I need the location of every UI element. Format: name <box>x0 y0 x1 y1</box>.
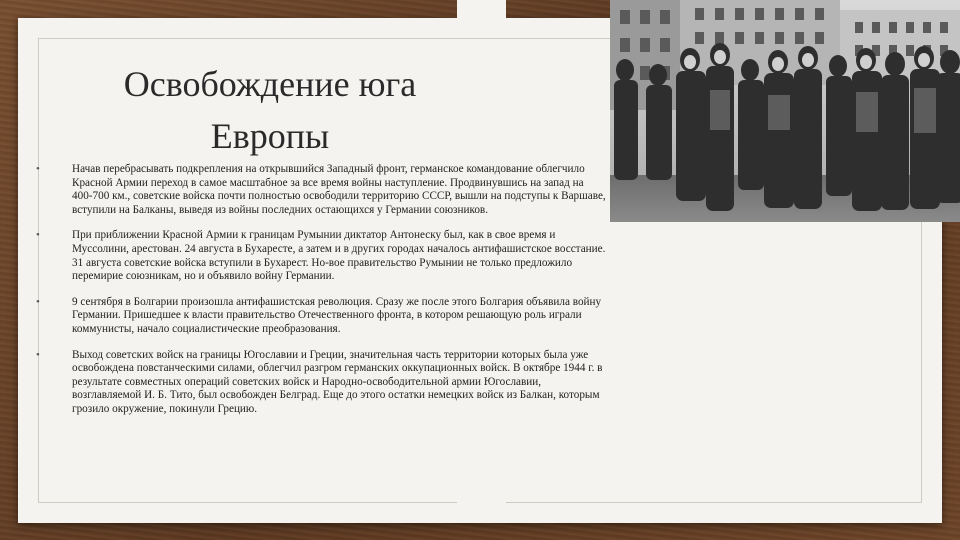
bullet-marker: • <box>36 229 40 242</box>
bullet-marker: • <box>36 348 40 361</box>
photo-image <box>610 0 960 222</box>
frame-tab-top <box>457 0 506 18</box>
bullet-text: 9 сентября в Болгарии произошла антифашистская революция. Сразу же после этого Болгария объявила войну Германии. Пришедшее к власти правительство Отечественного фронта, в котором решающую роль играли коммунисты, начало социалистические преобразования. <box>72 295 602 335</box>
slide-title <box>60 58 480 162</box>
title-line-2: Европы <box>210 116 330 156</box>
bullet-marker: • <box>36 295 40 308</box>
bullet-item <box>36 229 606 283</box>
frame-tab-bottom <box>457 480 506 523</box>
bullet-text: Выход советских войск на границы Югославии и Греции, значительная часть территории которых была уже освобождена повстанческими силами, облегчил разгром германских оккупационных войск. В октябре 1944 г. в результате совместных операций советских войск и Народно-освободительной армии Югославии, возглавляемой И. Б. Тито, был освобожден Белград. Еще до этого остатки немецких войск из Балкан, которым грозило окружение, покинули Грецию. <box>72 348 603 415</box>
liberation-photo <box>610 0 960 222</box>
title-line-1: Освобождение юга <box>123 64 417 104</box>
bullet-item <box>36 349 606 417</box>
bullet-marker: • <box>36 163 40 175</box>
bullet-item <box>36 163 606 217</box>
bullet-item <box>36 296 606 337</box>
bullet-text: Начав перебрасывать подкрепления на открывшийся Западный фронт, германское командование облегчило Красной Армии переход в самое масштабное за все время войны наступление. Продвинувшись на запад на 400-700 км., советские войска почти полностью освободили территорию СССР, вышли на подступы к Варшаве, вступили на Балканы, выведя из войны последних остающихся у Германии союзников. <box>72 163 606 216</box>
bullet-list <box>36 163 606 429</box>
bullet-text: При приближении Красной Армии к границам Румынии диктатор Антонеску был, как в свое время и Муссолини, арестован. 24 августа в Бухаресте, а затем и в других городах началось антифашистское восстание. 31 августа советские войска вступили в Бухарест. Но-вое правительство Румынии не только предложило перемирие союзникам, но и объявило войну Германии. <box>72 229 606 283</box>
